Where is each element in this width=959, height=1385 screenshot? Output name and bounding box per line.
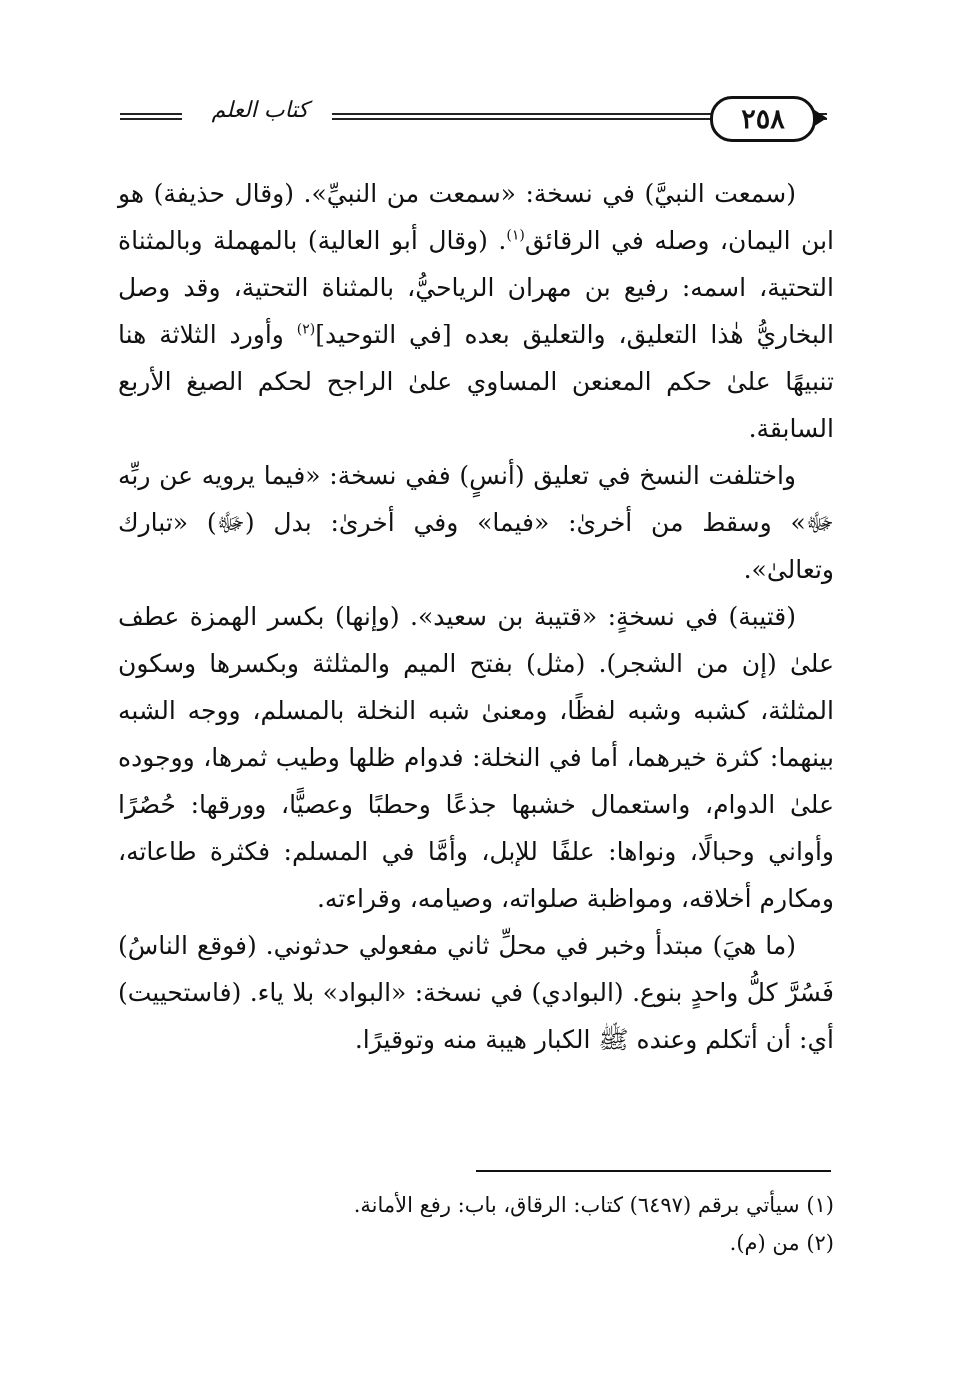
paragraph-2: واختلفت النسخ في تعليق (أنسٍ) ففي نسخة: «فيما يرويه عن ربِّه ﷻ» وسقط من أخرىٰ: «فيما» وفي أخرىٰ: بدل (ﷻ) «تبارك وتعالىٰ». [118,461,834,584]
page-number: ٢٥٨ [710,96,816,142]
footnote-separator [476,1170,831,1172]
running-header [120,96,832,144]
footnotes [118,1186,834,1262]
paragraph-1 [118,170,834,452]
footnote-1: (١) سيأتي برقم (٦٤٩٧) كتاب: الرقاق، باب: رفع الأمانة. [353,1193,834,1217]
paragraph-1-part-c: وأورد الثلاثة هنا تنبيهًا علىٰ حكم المعنعن المساوي علىٰ الراجح لحكم الصيغ الأربع السابقة. [118,320,834,443]
footnote-ref-1: (١) [506,227,525,244]
main-text [118,170,834,1063]
footnote-ref-2: (٢) [296,321,316,338]
header-rule-left [120,113,182,120]
paragraph-1-part-a: (سمعت النبيَّ) في نسخة: «سمعت من النبيِّ». (وقال حذيفة) هو ابن اليمان، وصله في الرقائق [118,179,834,255]
footnote-2: (٢) من (م). [729,1231,834,1255]
paragraph-1-part-b: . (وقال أبو العالية) بالمهملة وبالمثناة التحتية، اسمه: رفيع بن مهران الرياحيُّ، بالمثناة التحتية، وقد وصل البخاريُّ هٰذا التعليق، والتعليق بعده [في التوحيد] [118,226,834,349]
paragraph-4: (ما هيَ) مبتدأ وخبر في محلِّ ثاني مفعولي حدثوني. (فوقع الناسُ) فَسُرَّ كلُّ واحدٍ بنوع. (البوادي) في نسخة: «البواد» بلا ياء. (فاستحييت) أي: أن أتكلم وعنده ﷺ الكبار هيبة منه وتوقيرًا. [118,931,834,1054]
paragraph-3: (قتيبة) في نسخةٍ: «قتيبة بن سعيد». (وإنها) بكسر الهمزة عطف علىٰ (إن من الشجر). (مثل) بفتح الميم والمثلثة وبكسرها وسكون المثلثة، كشبه وشبه لفظًا، ومعنىٰ شبه النخلة بالمسلم، ووجه الشبه بينهما: كثرة خيرهما، أما في النخلة: فدوام ظلها وطيب ثمرها، ووجوده علىٰ الدوام، واستعمال خشبها جذعًا وحطبًا وعصيًّا، وورقها: حُصُرًا وأواني وحبالًا، ونواها: علفًا للإبل، وأمَّا في المسلم: فكثرة طاعاته، ومكارم أخلاقه، ومواظبة صلواته، وصيامه، وقراءته. [118,602,834,913]
book-title: كتاب العلم [211,98,309,123]
